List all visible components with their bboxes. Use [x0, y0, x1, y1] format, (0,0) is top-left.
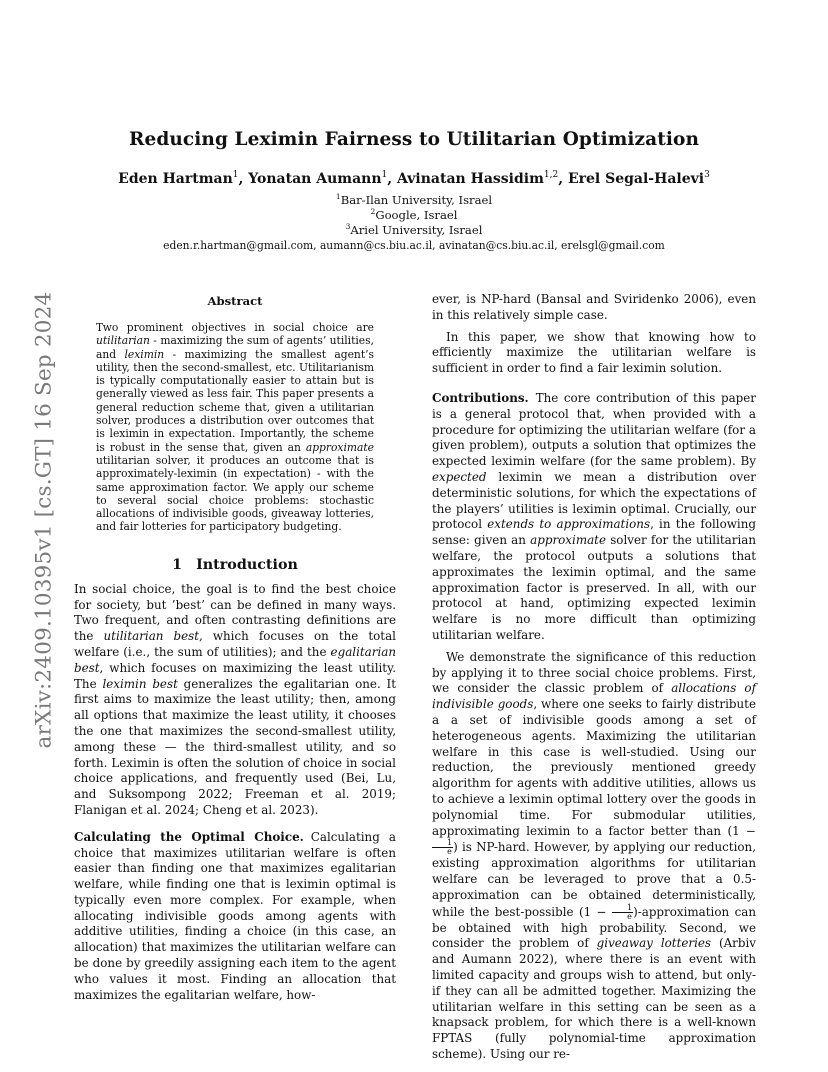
author-name: Erel Segal-Halevi [567, 171, 705, 187]
author-emails: eden.r.hartman@gmail.com, aumann@cs.biu.ac.il, avinatan@cs.biu.ac.il, erelsgl@gmail.com [163, 239, 665, 252]
affiliation-name: Google, Israel [375, 208, 458, 222]
author-affiliation-mark: 1 [232, 170, 239, 180]
affiliation [0, 223, 828, 237]
author-name: Eden Hartman [118, 171, 233, 187]
author-name: Avinatan Hassidim [397, 171, 544, 187]
paragraph-heading: Contributions. [432, 390, 529, 405]
paragraph-heading: Calculating the Optimal Choice. [74, 829, 304, 844]
paper-title: Reducing Leximin Fairness to Utilitarian Optimization [128, 129, 699, 150]
affiliation-name: Ariel University, Israel [350, 223, 483, 237]
author-list: Eden Hartman$^1$, Yonatan Aumann$^1$, Avinatan Hassidim$^{1,2}$, Erel Segal-Halevi$^3$ [118, 170, 710, 187]
contributions-paragraph: Contributions. The core contribution of this paper is a general protocol that, when provided with a procedure for optimizing the utilitarian welfare (for a given problem), outputs a solution that optimizes the expected leximin welfare (for the same problem). By expected leximin we mean a distribution over deterministic solutions, for which the expectations of the players’ utilities is leximin optimal. Crucially, our protocol extends to approximations, in the following sense: given an approximate solver for the utilitarian welfare, the protocol outputs a solutions that approximates the leximin optimal, and the same approximation factor is preserved. In all, with our protocol at hand, optimizing expected leximin welfare is no more difficult than optimizing utilitarian welfare. [432, 390, 756, 642]
section-number: 1 [172, 556, 183, 573]
affiliation-mark: 3 [345, 222, 351, 231]
affiliation-mark: 2 [370, 207, 376, 216]
right-column [432, 292, 756, 1063]
author-affiliation-mark: 1 [381, 170, 388, 180]
affiliation [0, 208, 828, 222]
affiliation-name: Bar-Ilan University, Israel [340, 193, 493, 207]
abstract-heading: Abstract [207, 294, 263, 308]
left-column [74, 294, 396, 1003]
calculating-optimal-choice-paragraph: Calculating the Optimal Choice. Calculating a choice that maximizes utilitarian welfare is often easier than finding one that maximizes egalitarian welfare, while finding one that is leximin optimal is typically even more complex. For example, when allocating indivisible goods among agents with additive utilities, finding a choice (in this case, an allocation) that maximizes the utilitarian welfare can be done by greedily assigning each item to the agent who values it most. Finding an allocation that maximizes the egalitarian welfare, how- [74, 829, 397, 1002]
affiliation [0, 193, 828, 207]
intro-paragraph: In this paper, we show that knowing how to efficiently maximize the utilitarian welfare is sufficient in order to find a fair leximin solution. [432, 329, 756, 376]
section-heading-introduction [74, 557, 396, 573]
affiliation-mark: 1 [335, 192, 341, 201]
arxiv-sidebar-stamp: arXiv:2409.10395v1 [cs.GT] 16 Sep 2024 [31, 291, 57, 749]
section-title: Introduction [196, 556, 298, 573]
fraction-one-over-e: $\frac{1}{e}$ [432, 839, 453, 856]
calculating-optimal-choice-continuation: ever, is NP-hard (Bansal and Sviridenko 2006), even in this relatively simple case. [432, 292, 756, 322]
author-name: Yonatan Aumann [248, 171, 382, 187]
fraction-one-over-e: $\frac{1}{e}$ [612, 904, 633, 921]
intro-paragraph: In social choice, the goal is to find the best choice for society, but ’best’ can be defined in many ways. Two frequent, and often contrasting definitions are the utilitarian best, which focuses on the total welfare (i.e., the sum of utilities); and the egalitarian best, which focuses on maximizing the least utility. The leximin best generalizes the egalitarian one. It first aims to maximize the least utility; then, among all options that maximize the least utility, it chooses the one that maximizes the second-smallest utility, among these — the third-smallest utility, and so forth. Leximin is often the solution of choice in social choice applications, and frequently used (Bei, Lu, and Suksompong 2022; Freeman et al. 2019; Flanigan et al. 2024; Cheng et al. 2023). [74, 581, 396, 817]
author-affiliation-mark: 3 [704, 170, 710, 180]
abstract-text: Two prominent objectives in social choice are utilitarian - maximizing the sum of agents’ utilities, and leximin - maximizing the smallest agent’s utility, then the second-smallest, etc. Utilitarianism is typically computationally easier to attain but is generally viewed as less fair. This paper presents a general reduction scheme that, given a utilitarian solver, produces a distribution over outcomes that is leximin in expectation. Importantly, the scheme is robust in the sense that, given an approximate utilitarian solver, it produces an outcome that is approximately-leximin (in expectation) - with the same approximation factor. We apply our scheme to several social choice problems: stochastic allocations of indivisible goods, giveaway lotteries, and fair lotteries for participatory budgeting. [96, 321, 374, 534]
author-affiliation-mark: 1,2 [543, 170, 559, 180]
applications-paragraph: We demonstrate the significance of this reduction by applying it to three social choice problems. First, we consider the classic problem of allocations of indivisible goods, where one seeks to fairly distribute a a set of indivisible goods among a set of heterogeneous agents. Maximizing the utilitarian welfare in this case is well-studied. Using our reduction, the previously mentioned greedy algorithm for agents with additive utilities, allows us to achieve a leximin optimal lottery over the goods in polynomial time. For submodular utilities, approximating leximin to a factor better than (1 − $\frac{1}{e}$ ) is NP-hard. However, by applying our reduction, existing approximation algorithms for utilitarian welfare can be leveraged to prove that a 0.5-approximation can be obtained deterministically, while the best-possible (1 − $\frac{1}{e}$ )-approximation can be obtained with high probability. Second, we consider the problem of giveaway lotteries (Arbiv and Aumann 2022), where there is an event with limited capacity and groups wish to attend, but only-if they can all be admitted together. Maximizing the utilitarian welfare in this setting can be seen as a knapsack problem, for which there is a well-known FPTAS (fully polynomial-time approximation scheme). Using our re- [432, 649, 756, 1062]
